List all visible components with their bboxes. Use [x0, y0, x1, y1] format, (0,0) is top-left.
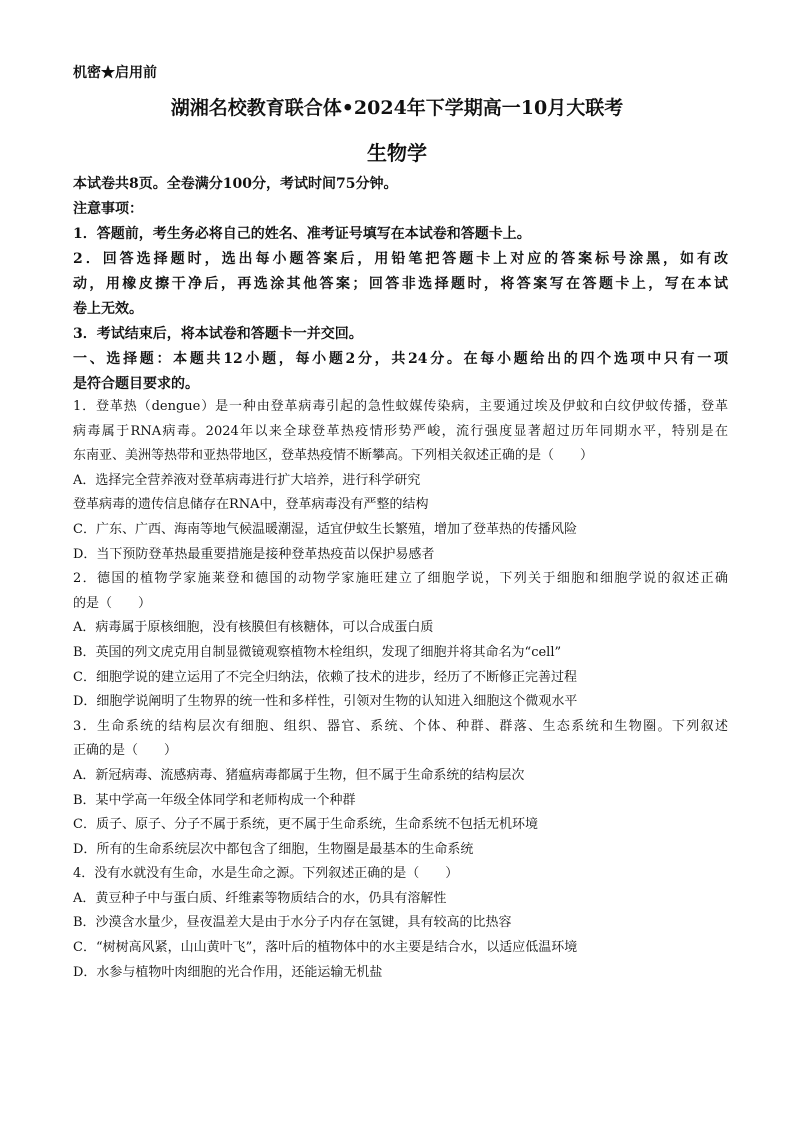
q4-stem: 4．没有水就没有生命，水是生命之源。下列叙述正确的是（ ） [73, 866, 459, 882]
note-2-line-3: 卷上无效。 [73, 301, 143, 317]
exam-title: 湖湘名校教育联合体•2024年下学期高一10月大联考 [170, 97, 624, 119]
q2-option-c: C．细胞学说的建立运用了不完全归纳法，依赖了技术的进步，经历了不断修正完善过程 [73, 669, 577, 685]
q3-stem-line-2: 正确的是（ ） [73, 743, 178, 759]
note-3: 3．考试结束后，将本试卷和答题卡一并交回。 [73, 326, 363, 342]
questions [73, 395, 728, 985]
q4-option-a: A．黄豆种子中与蛋白质、纤维素等物质结合的水，仍具有溶解性 [73, 890, 447, 906]
section-heading-line-1: 一、选择题：本题共12小题，每小题2分，共24分。在每小题给出的四个选项中只有一项 [73, 351, 728, 367]
section-heading-line-2: 是符合题目要求的。 [73, 376, 199, 392]
q4-option-c: C．“树树高风紧，山山黄叶飞”，落叶后的植物体中的水主要是结合水，以适应低温环境 [73, 940, 578, 956]
q2-option-b: B．英国的列文虎克用自制显微镜观察植物木栓组织，发现了细胞并将其命名为“cell” [73, 644, 562, 660]
q3-stem-line-1: 3．生命系统的结构层次有细胞、组织、器官、系统、个体、种群、群落、生态系统和生物圈。下列叙述 [73, 718, 728, 734]
q1-option-a: A．选择完全营养液对登革病毒进行扩大培养，进行科学研究 [73, 472, 421, 488]
q3-option-a: A．新冠病毒、流感病毒、猪瘟病毒都属于生物，但不属于生命系统的结构层次 [73, 767, 525, 783]
note-2-line-2: 动，用橡皮擦干净后，再选涂其他答案；回答非选择题时，将答案写在答题卡上，写在本试 [73, 276, 728, 292]
q1-option-b: 登革病毒的遗传信息储存在RNA中，登革病毒没有严整的结构 [73, 497, 429, 513]
q3-option-d: D．所有的生命系统层次中都包含了细胞，生物圈是最基本的生命系统 [73, 841, 474, 857]
q4-option-b: B．沙漠含水量少，昼夜温差大是由于水分子内存在氢键，具有较高的比热容 [73, 915, 512, 931]
q3-option-c: C．质子、原子、分子不属于系统，更不属于生命系统，生命系统不包括无机环境 [73, 817, 538, 833]
q2-stem-line-2: 的是（ ） [73, 595, 152, 611]
q1-stem-line-2: 病毒属于RNA病毒。2024年以来全球登革热疫情形势严峻，流行强度显著超过历年同期水平，特别是在 [73, 423, 728, 439]
q1-stem-line-1: 1．登革热（dengue）是一种由登革病毒引起的急性蚊媒传染病，主要通过埃及伊蚊和白纹伊蚊传播，登革 [73, 399, 728, 414]
q1-stem-line-3: 东南亚、美洲等热带和亚热带地区，登革热疫情不断攀高。下列相关叙述正确的是（ ） [73, 448, 594, 464]
exam-summary: 本试卷共8页。全卷满分100分，考试时间75分钟。 [73, 176, 398, 192]
q2-option-a: A．病毒属于原核细胞，没有核膜但有核糖体，可以合成蛋白质 [73, 620, 434, 636]
confidential-label: 机密★启用前 [73, 65, 157, 81]
q4-option-d: D．水参与植物叶肉细胞的光合作用，还能运输无机盐 [73, 964, 383, 980]
q3-option-b: B．某中学高一年级全体同学和老师构成一个种群 [73, 792, 356, 808]
q2-option-d: D．细胞学说阐明了生物界的统一性和多样性，引领对生物的认知进入细胞这个微观水平 [73, 694, 578, 710]
note-2-line-1: 2．回答选择题时，选出每小题答案后，用铅笔把答题卡上对应的答案标号涂黑，如有改 [73, 251, 728, 267]
note-1: 1．答题前，考生务必将自己的姓名、准考证号填写在本试卷和答题卡上。 [73, 226, 531, 242]
notes-heading: 注意事项： [73, 201, 143, 217]
instructions [73, 172, 728, 397]
q1-option-d: D．当下预防登革热最重要措施是接种登革热疫苗以保护易感者 [73, 546, 435, 562]
q1-option-c: C．广东、广西、海南等地气候温暖潮湿，适宜伊蚊生长繁殖，增加了登革热的传播风险 [73, 521, 577, 537]
q2-stem-line-1: 2．德国的植物学家施莱登和德国的动物学家施旺建立了细胞学说，下列关于细胞和细胞学说的叙述正确 [73, 571, 728, 587]
subject-title: 生物学 [367, 141, 427, 165]
